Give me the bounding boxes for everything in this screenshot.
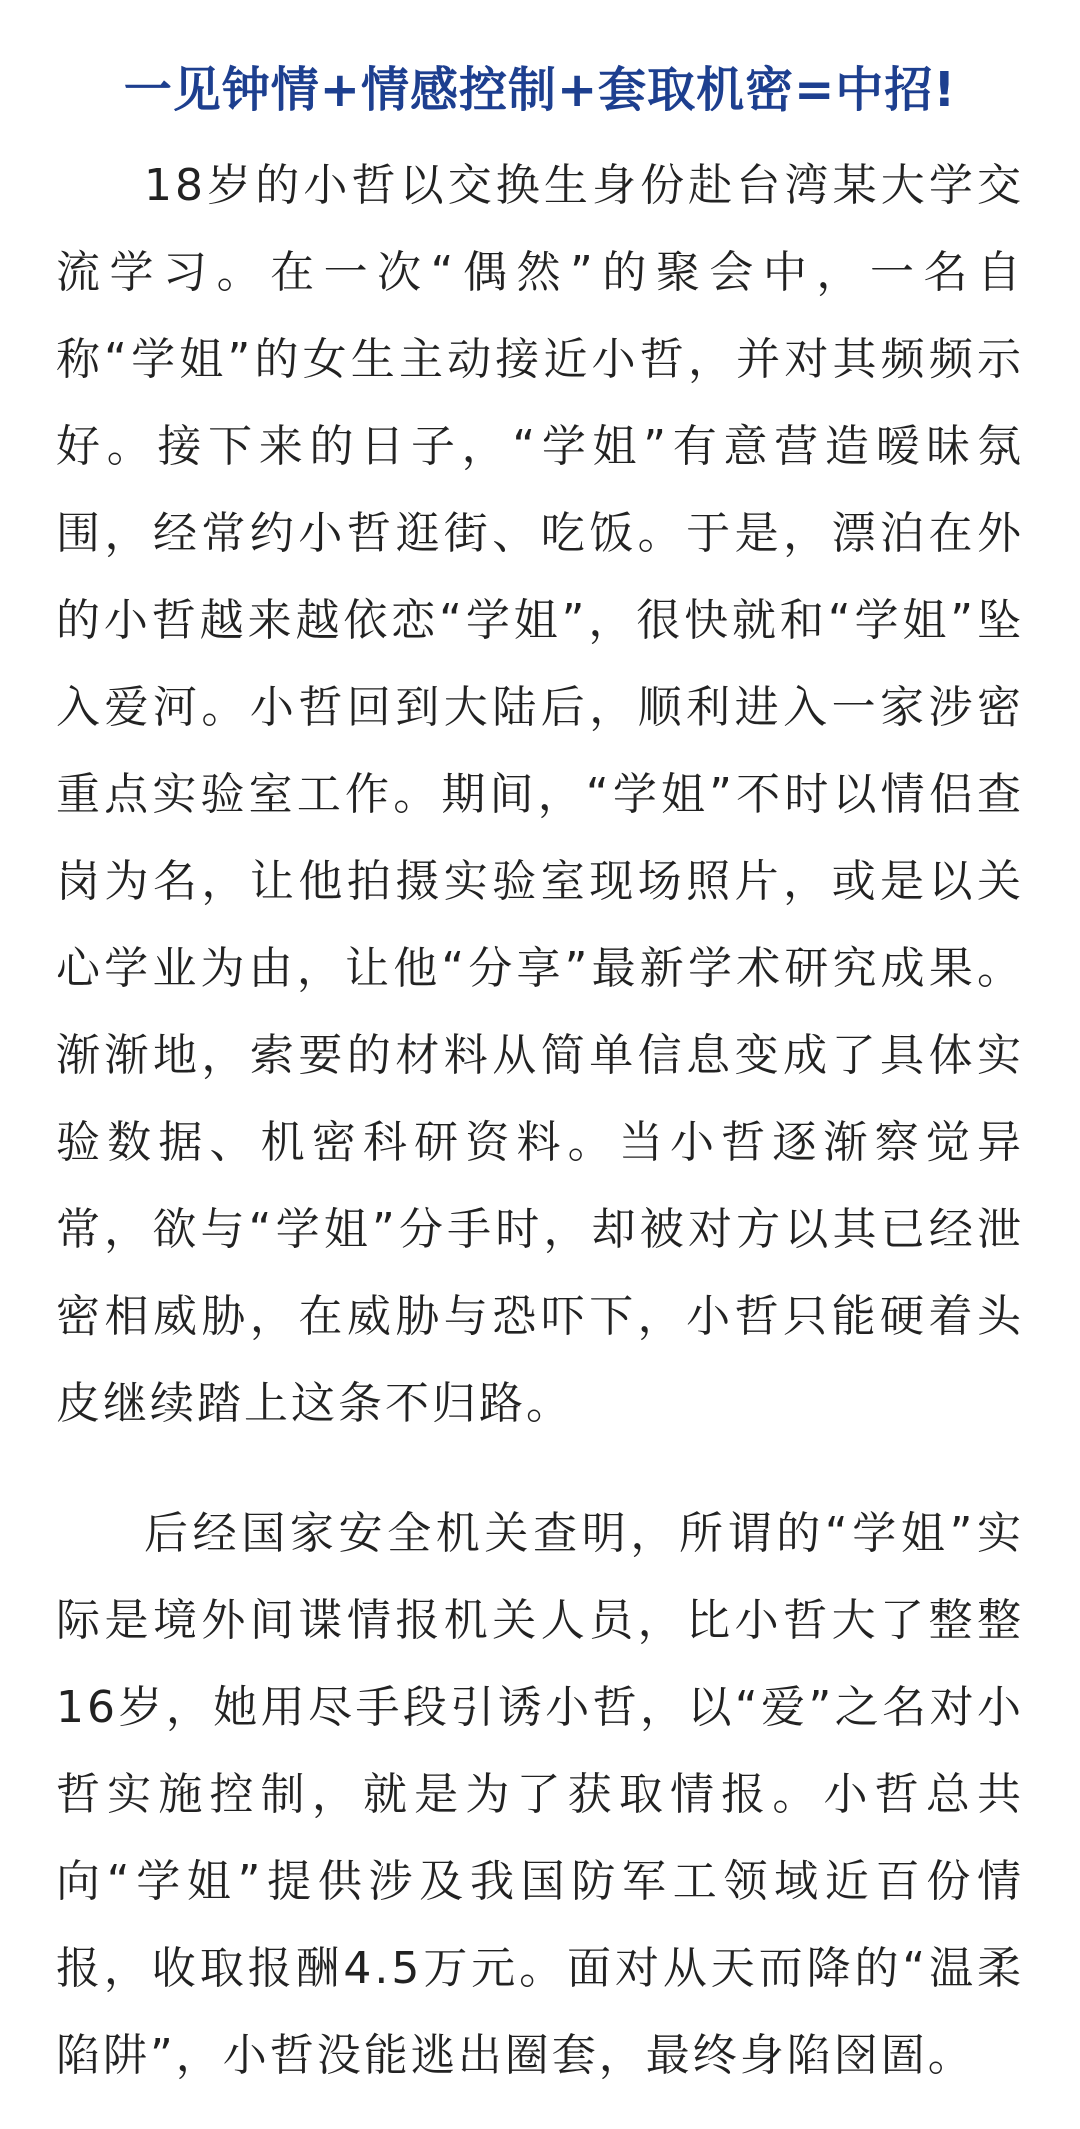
article-paragraph-2: 后经国家安全机关查明，所谓的“学姐”实际是境外间谍情报机关人员，比小哲大了整整16岁，她用尽手段引诱小哲，以“爱”之名对小哲实施控制，就是为了获取情报。小哲总共向“学姐”提供涉及我国防军工领域近百份情报，收取报酬4.5万元。面对从天而降的“温柔陷阱”，小哲没能逃出圈套，最终身陷囹圄。 [56, 1508, 1024, 2081]
article-paragraph-1: 18岁的小哲以交换生身份赴台湾某大学交流学习。在一次“偶然”的聚会中，一名自称“学姐”的女生主动接近小哲，并对其频频示好。接下来的日子，“学姐”有意营造暧昧氛围，经常约小哲逛街、吃饭。于是，漂泊在外的小哲越来越依恋“学姐”，很快就和“学姐”坠入爱河。小哲回到大陆后，顺利进入一家涉密重点实验室工作。期间，“学姐”不时以情侣查岗为名，让他拍摄实验室现场照片，或是以关心学业为由，让他“分享”最新学术研究成果。渐渐地，索要的材料从简单信息变成了具体实验数据、机密科研资料。当小哲逐渐察觉异常，欲与“学姐”分手时，却被对方以其已经泄密相威胁，在威胁与恐吓下，小哲只能硬着头皮继续踏上这条不归路。 [56, 160, 1024, 1429]
article-title: 一见钟情+情感控制+套取机密=中招! [123, 62, 957, 119]
